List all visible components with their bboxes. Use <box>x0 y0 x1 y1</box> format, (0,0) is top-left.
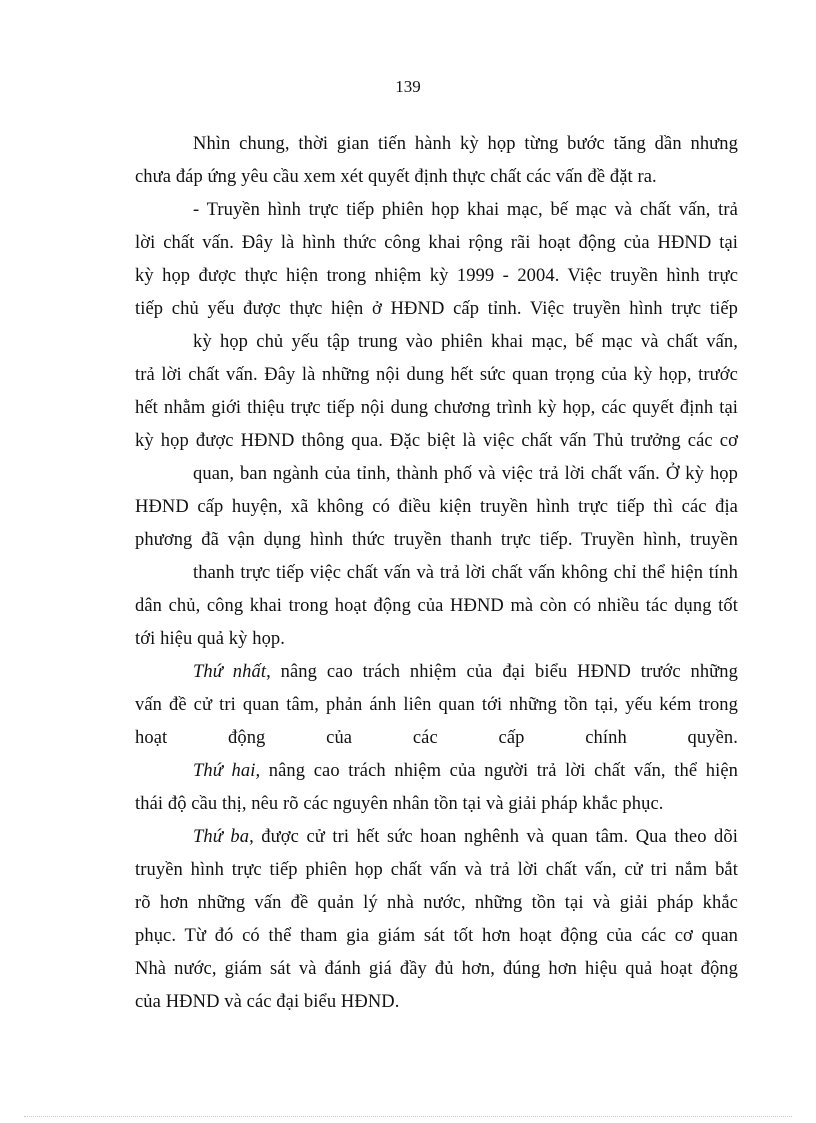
text-line: trả lời chất vấn. Đây là những nội dung hết sức quan trọng của kỳ họp, trước <box>135 365 738 385</box>
text-line: phục. Từ đó có thể tham gia giám sát tốt hơn hoạt động của các cơ quan <box>135 926 738 946</box>
text-line: lời chất vấn. Đây là hình thức công khai rộng rãi hoạt động của HĐND tại <box>135 233 738 253</box>
text-line: của HĐND và các đại biểu HĐND. <box>135 992 400 1012</box>
text-line <box>193 660 738 684</box>
page-footer-divider <box>24 1116 792 1117</box>
text-line: tiếp chủ yếu được thực hiện ở HĐND cấp tỉnh. Việc truyền hình trực tiếp <box>135 299 738 319</box>
text-line: Nhìn chung, thời gian tiến hành kỳ họp từng bước tăng dần nhưng <box>193 134 738 154</box>
text-line: thanh trực tiếp việc chất vấn và trả lời chất vấn không chỉ thể hiện tính <box>193 563 738 583</box>
text-span: nâng cao trách nhiệm của người trả lời chất vấn, thể hiện <box>260 761 738 781</box>
text-line: HĐND cấp huyện, xã không có điều kiện truyền hình trực tiếp thì các địa <box>135 497 738 517</box>
text-line: hết nhằm giới thiệu trực tiếp nội dung chương trình kỳ họp, các quyết định tại <box>135 398 738 418</box>
text-span: được cử tri hết sức hoan nghênh và quan tâm. Qua theo dõi <box>253 827 738 847</box>
text-line: kỳ họp được HĐND thông qua. Đặc biệt là việc chất vấn Thủ trưởng các cơ <box>135 431 738 451</box>
emphasis-text: Thứ hai, <box>193 761 261 781</box>
text-line: kỳ họp được thực hiện trong nhiệm kỳ 1999 - 2004. Việc truyền hình trực <box>135 266 738 286</box>
text-line: hoạt động của các cấp chính quyền. <box>135 728 738 748</box>
emphasis-text: Thứ nhất <box>193 662 267 682</box>
text-line: quan, ban ngành của tỉnh, thành phố và việc trả lời chất vấn. Ở kỳ họp <box>193 464 738 484</box>
text-line: rõ hơn những vấn đề quản lý nhà nước, những tồn tại và giải pháp khắc <box>135 893 738 913</box>
text-line: truyền hình trực tiếp phiên họp chất vấn và trả lời chất vấn, cử tri nắm bắt <box>135 860 738 880</box>
text-line: Nhà nước, giám sát và đánh giá đầy đủ hơn, đúng hơn hiệu quả hoạt động <box>135 959 738 979</box>
text-line: tới hiệu quả kỳ họp. <box>135 629 285 649</box>
text-line: kỳ họp chủ yếu tập trung vào phiên khai mạc, bế mạc và chất vấn, <box>193 332 738 352</box>
page-number: 139 <box>395 77 421 96</box>
text-span: , nâng cao trách nhiệm của đại biểu HĐND trước những <box>266 662 738 682</box>
text-line: dân chủ, công khai trong hoạt động của HĐND mà còn có nhiều tác dụng tốt <box>135 596 738 616</box>
text-line: - Truyền hình trực tiếp phiên họp khai mạc, bế mạc và chất vấn, trả <box>193 200 738 220</box>
emphasis-text: Thứ ba, <box>193 827 254 847</box>
text-line: phương đã vận dụng hình thức truyền thanh trực tiếp. Truyền hình, truyền <box>135 530 738 550</box>
text-line: vấn đề cử tri quan tâm, phản ánh liên quan tới những tồn tại, yếu kém trong <box>135 695 738 715</box>
text-line: chưa đáp ứng yêu cầu xem xét quyết định thực chất các vấn đề đặt ra. <box>135 167 657 187</box>
text-line <box>193 825 738 849</box>
text-line: thái độ cầu thị, nêu rõ các nguyên nhân tồn tại và giải pháp khắc phục. <box>135 794 664 814</box>
text-line <box>193 759 738 783</box>
